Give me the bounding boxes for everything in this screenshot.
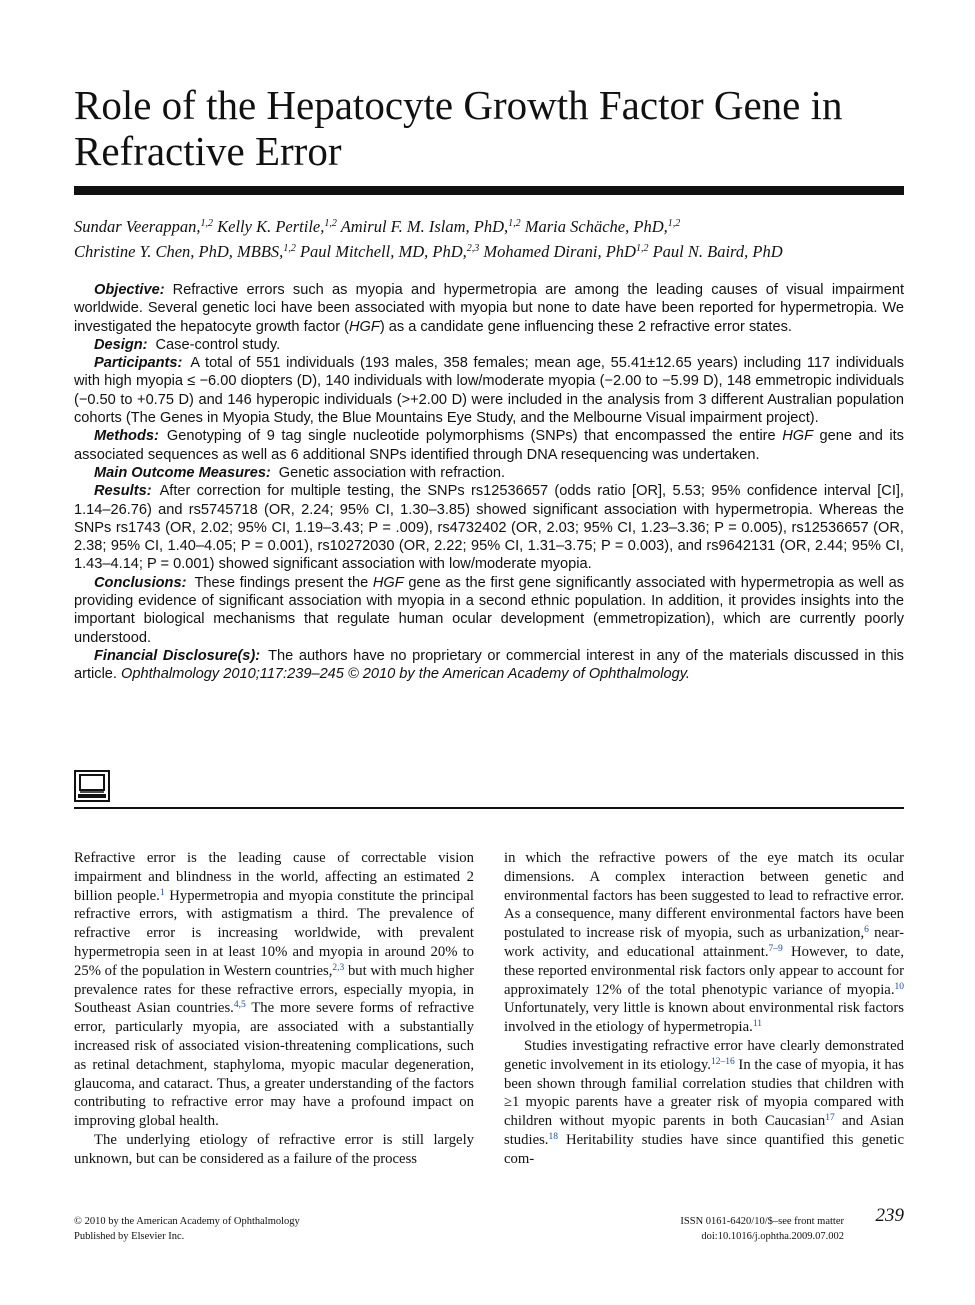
- reference-link[interactable]: 12–16: [710, 1056, 735, 1067]
- abstract-financial: Financial Disclosure(s): The authors have no proprietary or commercial interest in any of the materials discussed in this article. Ophthalmology 2010;117:239–245 © 2010 by the American Academy of Ophthalmology.: [74, 647, 904, 683]
- abstract-outcome: Main Outcome Measures: Genetic association with refraction.: [94, 464, 506, 481]
- reference-link[interactable]: 17: [825, 1113, 835, 1124]
- body-paragraph: Studies investigating refractive error have clearly demonstrated genetic involvement in its etiology.$^{12-16}$ In the case of myopia, it has been shown through familial correlation studies that children with ≥1 myopic parents have a greater risk of myopia compared with children without myopic parents in both Caucasian$^{17}$ and Asian studies.$^{18}$ Heritability studies have since quantified this genetic com-: [504, 1037, 905, 1167]
- author: Amirul F. M. Islam, PhD,$^{1,2}$: [340, 217, 521, 236]
- author: Paul N. Baird, PhD: [652, 242, 783, 261]
- computer-monitor-icon: [74, 770, 110, 802]
- author: Sundar Veerappan,$^{1,2}$: [74, 217, 213, 236]
- body-column-right: [504, 849, 904, 1169]
- author-line-1: [74, 214, 904, 239]
- abstract-conclusions: Conclusions: These findings present the HGF gene as the first gene significantly associated with hypermetropia as well as providing evidence of significant association with myopia in a second ethnic population. In addition, it provides insights into the important biological mechanisms that regulate human ocular development (emmetropization), which are currently poorly understood.: [74, 574, 904, 646]
- reference-link[interactable]: 11: [752, 1019, 762, 1030]
- body-paragraph: The underlying etiology of refractive error is still largely unknown, but can be considered as a failure of the process: [74, 1131, 474, 1167]
- abstract-methods: Methods: Genotyping of 9 tag single nucleotide polymorphisms (SNPs) that encompassed the entire HGF gene and its associated sequences as well as 6 additional SNPs identified through DNA resequencing was undertaken.: [74, 428, 904, 463]
- reference-link[interactable]: 4,5: [233, 1000, 246, 1011]
- article-title: Role of the Hepatocyte Growth Factor Gene in Refractive Error: [74, 82, 843, 174]
- copyright-text: © 2010 by the American Academy of Ophthalmology: [74, 1216, 300, 1227]
- reference-link[interactable]: 18: [548, 1131, 558, 1142]
- abstract-results: Results: After correction for multiple testing, the SNPs rs12536657 (odds ratio [OR], 5.53; 95% confidence interval [CI], 1.14–26.76) and rs5745718 (OR, 2.24; 95% CI, 1.30–3.85) showed significant association with hypermetropia. Whereas the SNPs rs1743 (OR, 2.02; 95% CI, 1.19–3.43; P = .009), rs4732402 (OR, 2.03; 95% CI, 1.23–3.36; P = 0.005), rs12536657 (OR, 2.38; 95% CI, 1.40–4.05; P = 0.001), rs10272030 (OR, 2.22; 95% CI, 1.31–3.75; P = 0.003), and rs9642131 (OR, 2.44; 95% CI, 1.43–4.14; P = 0.001) showed significant association with low/moderate myopia.: [74, 483, 904, 573]
- author: Christine Y. Chen, PhD, MBBS,$^{1,2}$: [74, 242, 296, 261]
- body-paragraph: Refractive error is the leading cause of correctable vision impairment and blindness in the world, affecting an estimated 2 billion people.$^1$ Hypermetropia and myopia constitute the principal refractive errors, with astigmatism a third. The prevalence of refractive error is increasing worldwide, with prevalent hypermetropia seen in at least 10% and myopia in around 20% to 25% of the population in Western countries,$^{2,3}$ but with much higher prevalence rates for these refractive errors, especially myopia, in Southeast Asian countries.$^{4,5}$ The more severe forms of refractive error, particularly myopia, are associated with a substantially increased risk of associated vision-threatening complications, such as retinal detachment, staphyloma, myopic macular degeneration, glaucoma, and cataract. Thus, a greater understanding of the factors contributing to refractive error may have a profound impact on improving global health.: [74, 850, 474, 1130]
- citation: Ophthalmology 2010;117:239–245 © 2010 by the American Academy of Ophthalmology.: [121, 666, 690, 683]
- issn-text: ISSN 0161-6420/10/$–see front matter: [680, 1216, 844, 1227]
- reference-link[interactable]: 7–9: [768, 943, 783, 954]
- author: Maria Schäche, PhD,$^{1,2}$: [524, 217, 681, 236]
- author: Mohamed Dirani, PhD$^{1,2}$: [483, 242, 649, 261]
- abstract-design: Design: Case-control study.: [94, 336, 281, 353]
- footer-right: [680, 1214, 844, 1244]
- footer-left: [74, 1214, 300, 1244]
- reference-link[interactable]: 2,3: [332, 962, 345, 973]
- author-list: [74, 214, 904, 264]
- doi-link[interactable]: doi:10.1016/j.ophtha.2009.07.002: [701, 1231, 844, 1242]
- abstract-rule: [74, 807, 904, 809]
- reference-link[interactable]: 6: [864, 925, 869, 936]
- body-column-left: [74, 849, 474, 1169]
- reference-link[interactable]: 10: [894, 981, 904, 992]
- author-line-2: [74, 239, 904, 264]
- body-paragraph: in which the refractive powers of the eye match its ocular dimensions. A complex interaction between genetic and environmental factors has been suggested to lead to refractive error. As a consequence, many different environmental factors have been postulated to increase risk of myopia, such as urbanization,$^6$ near-work activity, and educational attainment.$^{7-9}$ However, to date, these reported environmental risk factors only appear to account for approximately 12% of the total phenotypic variance of myopia.$^{10}$ Unfortunately, very little is known about environmental risk factors involved in the etiology of hypermetropia.$^{11}$: [504, 850, 904, 1036]
- reference-link[interactable]: 1: [159, 887, 165, 898]
- author: Paul Mitchell, MD, PhD,$^{2,3}$: [299, 242, 480, 261]
- author: Kelly K. Pertile,$^{1,2}$: [217, 217, 337, 236]
- abstract-participants: Participants: A total of 551 individuals (193 males, 358 females; mean age, 55.41±12.65 years) including 117 individuals with high myopia ≤ −6.00 diopters (D), 140 individuals with low/moderate myopia (−2.00 to −5.99 D), 148 emmetropic individuals (−0.50 to +0.75 D) and 146 hyperopic individuals (>+2.00 D) were included in the analysis from 3 different Australian population cohorts (The Genes in Myopia Study, the Blue Mountains Eye Study, and the Melbourne Visual impairment project).: [74, 355, 904, 427]
- page-number: 239: [875, 1205, 904, 1226]
- title-rule: [74, 186, 904, 195]
- publisher-text: Published by Elsevier Inc.: [74, 1231, 185, 1242]
- abstract-objective: Objective: Refractive errors such as myopia and hypermetropia are among the leading causes of visual impairment worldwide. Several genetic loci have been associated with myopia but none to date have been reported for hypermetropia. We investigated the hepatocyte growth factor (HGF) as a candidate gene influencing these 2 refractive error states.: [74, 282, 904, 335]
- abstract: [74, 281, 904, 684]
